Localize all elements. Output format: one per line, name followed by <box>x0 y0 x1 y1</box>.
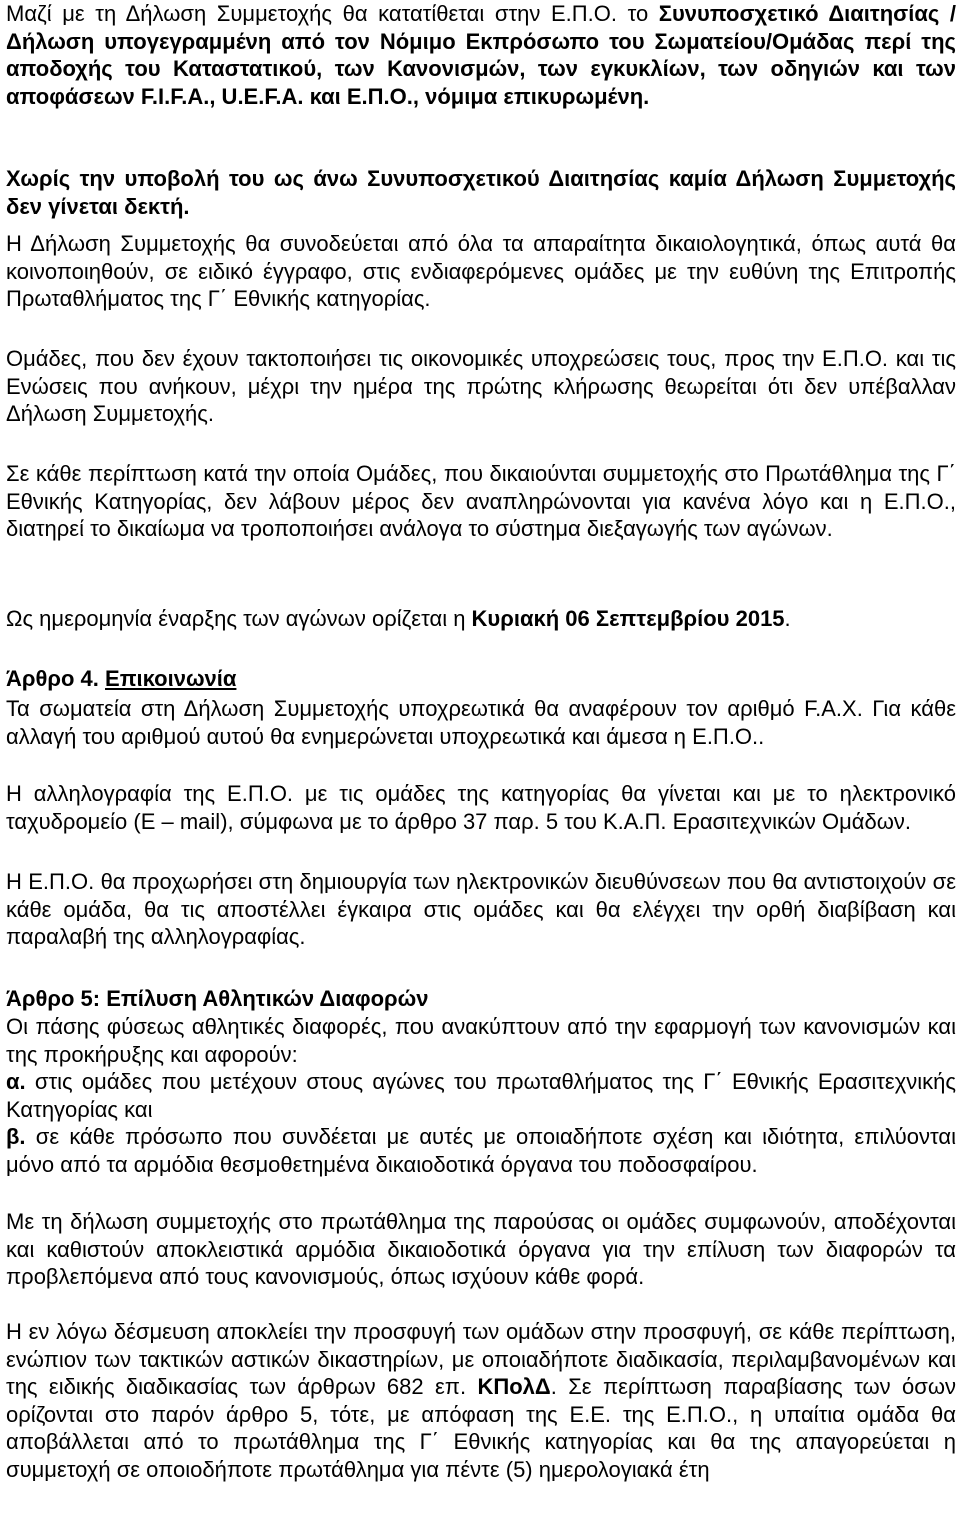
start-date-end: . <box>784 606 791 631</box>
article-4-number: Άρθρο 4. <box>6 666 106 691</box>
article-5-item-a <box>6 1068 956 1123</box>
article-5-paragraph-3 <box>6 1318 956 1483</box>
intro-paragraph-4: Ομάδες, που δεν έχουν τακτοποιήσει τις οικονομικές υποχρεώσεις τους, προς την Ε.Π.Ο. και τις Ενώσεις που ανήκουν, μέχρι την ημέρα της πρώτης κλήρωσης θεωρείται ότι δεν υπέβαλλαν Δήλωση Συμμετοχής. <box>6 346 956 426</box>
arbitration-agreement-text: Συνυποσχετικό Διαιτησίας / Δήλωση υπογεγραμμένη από τον Νόμιμο Εκπρόσωπο του Σωματείου/Ομάδας περί της αποδοχής του Καταστατικού, των Κανονισμών, των εγκυκλίων, των οδηγιών και των αποφάσεων F.I.F.A., U.E.F.A. και Ε.Π.Ο., νόμιμα επικυρωμένη. <box>6 1 956 109</box>
intro-paragraph-3: Η Δήλωση Συμμετοχής θα συνοδεύεται από όλα τα απαραίτητα δικαιολογητικά, όπως αυτά θα κοινοποιηθούν, σε ειδικό έγγραφο, στις ενδιαφερόμενες ομάδες με την ευθύνη της Επιτροπής Πρωταθλήματος της Γ΄ Εθνικής κατηγορίας. <box>6 231 956 311</box>
start-date: Κυριακή 06 Σεπτεμβρίου 2015 <box>471 606 785 631</box>
start-date-intro: Ως ημερομηνία έναρξης των αγώνων ορίζεται η <box>6 606 472 631</box>
intro-paragraph-6 <box>6 605 956 633</box>
article-5-paragraph-1: Οι πάσης φύσεως αθλητικές διαφορές, που ανακύπτουν από την εφαρμογή των κανονισμών και της προκήρυξης και αφορούν: <box>6 1014 956 1067</box>
article-4-paragraph-1: Τα σωματεία στη Δήλωση Συμμετοχής υποχρεωτικά θα αναφέρουν τον αριθμό F.A.X. Για κάθε αλλαγή του αριθμού αυτού θα ενημερώνεται υποχρεωτικά και άμεσα η Ε.Π.Ο.. <box>6 696 956 749</box>
article-5-item-b <box>6 1123 956 1178</box>
intro-paragraph-5: Σε κάθε περίπτωση κατά την οποία Ομάδες, που δικαιούνται συμμετοχής στο Πρωτάθλημα της Γ΄ Εθνικής Κατηγορίας, δεν λάβουν μέρος δεν αναπληρώνονται για κανένα λόγο και η Ε.Π.Ο., διατηρεί το δικαίωμα να τροποποιήσει ανάλογα το σύστημα διεξαγωγής των αγώνων. <box>6 461 956 541</box>
item-a-label: α. <box>6 1069 26 1094</box>
article-5-paragraph-3-text: Η εν λόγω δέσμευση αποκλείει την προσφυγή των ομάδων στην προσφυγή, σε κάθε περίπτωση, ενώπιον των τακτικών αστικών δικαστηρίων, με οποιαδήποτε διαδικασία, περιλαμβανομένων και της ειδικής διαδικασίας των άρθρων 682 επ. <box>6 1319 956 1399</box>
article-5-heading: Άρθρο 5: Επίλυση Αθλητικών Διαφορών <box>6 986 429 1011</box>
intro-paragraph-1-text: Μαζί με τη Δήλωση Συμμετοχής θα κατατίθεται στην Ε.Π.Ο. το <box>6 1 659 26</box>
article-4-paragraph-3: Η Ε.Π.Ο. θα προχωρήσει στη δημιουργία των ηλεκτρονικών διευθύνσεων που θα αντιστοιχούν σε κάθε ομάδα, θα τις αποστέλλει έγκαιρα στις ομάδες και θα ελέγχει την ορθή διαβίβαση και παραλαβή της αλληλογραφίας. <box>6 869 956 949</box>
item-b-text: σε κάθε πρόσωπο που συνδέεται με αυτές με οποιαδήποτε σχέση και ιδιότητα, επιλύονται μόνο από τα αρμόδια θεσμοθετημένα δικαιοδοτικά όργανα του ποδοσφαίρου. <box>6 1124 956 1177</box>
article-5-paragraph-2: Με τη δήλωση συμμετοχής στο πρωτάθλημα της παρούσας οι ομάδες συμφωνούν, αποδέχονται και καθιστούν αποκλειστικά αρμόδια δικαιοδοτικά όργανα για την επίλυση των διαφορών τα προβλεπόμενα από τους κανονισμούς, όπως ισχύουν κάθε φορά. <box>6 1209 956 1289</box>
article-4-heading <box>6 665 956 693</box>
intro-paragraph-1 <box>6 0 956 110</box>
item-b-label: β. <box>6 1124 26 1149</box>
article-5-paragraph-3-text-end: . Σε περίπτωση παραβίασης των όσων ορίζονται στο παρόν άρθρο 5, τότε, με απόφαση της Ε.Ε. της Ε.Π.Ο., η υπαίτια ομάδα θα αποβάλλεται από το πρωτάθλημα της Γ΄ Εθνικής κατηγορίας και θα της απαγορεύεται η συμμετοχή σε οποιοδήποτε πρωτάθλημα για πέντε (5) ημερολογιακά έτη <box>6 1374 957 1482</box>
item-a-text: στις ομάδες που μετέχουν στους αγώνες του πρωταθλήματος της Γ΄ Εθνικής Ερασιτεχνικής Κατηγορίας και <box>6 1069 956 1122</box>
article-4-paragraph-2: Η αλληλογραφία της Ε.Π.Ο. με τις ομάδες της κατηγορίας θα γίνεται και με το ηλεκτρονικό ταχυδρομείο (E – mail), σύμφωνα με το άρθρο 37 παρ. 5 του Κ.Α.Π. Ερασιτεχνικών Ομάδων. <box>6 781 956 834</box>
intro-paragraph-2: Χωρίς την υποβολή του ως άνω Συνυποσχετικού Διαιτησίας καμία Δήλωση Συμμετοχής δεν γίνεται δεκτή. <box>6 166 956 219</box>
civil-procedure-code-abbrev: ΚΠολΔ <box>477 1374 551 1399</box>
article-4-title: Επικοινωνία <box>105 666 237 691</box>
